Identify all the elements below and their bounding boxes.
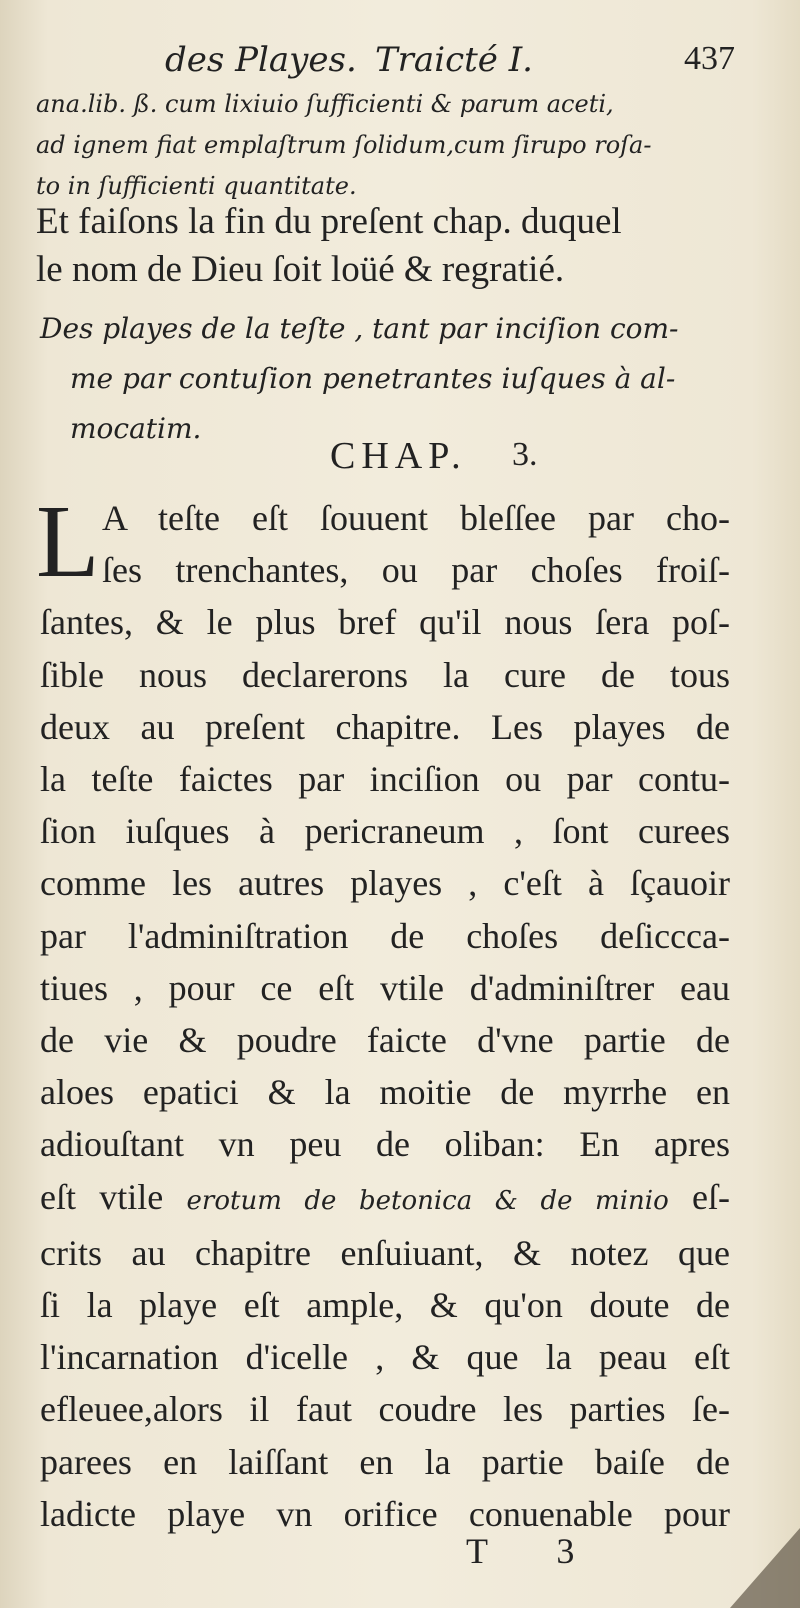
latin-line: ad ignem fiat emplaſtrum ſolidum,cum ſirupo roſa- bbox=[36, 131, 652, 159]
body-line: A teſte eſt ſouuent bleſſee par cho- bbox=[102, 498, 730, 538]
body-line: par l'adminiſtration de choſes deſiccca- bbox=[40, 915, 730, 956]
chapter-closing bbox=[36, 198, 736, 294]
chapter-title-line: me par contuſion penetrantes iuſques à al- bbox=[70, 362, 676, 395]
latin-recipe bbox=[36, 84, 726, 207]
body-line: parees en laiſſant en la partie baiſe de bbox=[40, 1441, 730, 1482]
drop-cap: L bbox=[36, 484, 100, 599]
closing-line: Et faiſons la fin du preſent chap. duquel bbox=[36, 201, 622, 242]
running-head-left: des Playes. bbox=[165, 40, 357, 80]
body-line: de vie & poudre faicte d'vne partie de bbox=[40, 1020, 730, 1061]
closing-line: le nom de Dieu ſoit loüé & regratié. bbox=[36, 249, 565, 290]
chapter-title-line: mocatim. bbox=[70, 412, 202, 445]
latin-line: ana.lib. ß. cum lixiuio ſufficienti & parum aceti, bbox=[36, 90, 614, 118]
body-line: l'incarnation d'icelle , & que la peau eſt bbox=[40, 1337, 730, 1378]
body-line: ſible nous declarerons la cure de tous bbox=[40, 654, 730, 695]
body-line: tiues , pour ce eſt vtile d'adminiſtrer eau bbox=[40, 967, 730, 1008]
body-line: ſion iuſques à pericraneum , ſont curees bbox=[40, 811, 730, 852]
chapter-title-line: Des playes de la teſte , tant par inciſion com- bbox=[40, 312, 679, 345]
latin-line: to in ſufficienti quantitate. bbox=[36, 172, 357, 200]
page-corner-shadow bbox=[730, 1528, 800, 1608]
body-line-italic: erotum de betonica & de minio bbox=[186, 1185, 669, 1216]
chapter-title bbox=[40, 304, 740, 454]
body-line-suffix: eſ- bbox=[692, 1176, 731, 1217]
body-line: comme les autres playes , c'eſt à ſçauoir bbox=[40, 863, 730, 904]
body-line: crits au chapitre enſuiuant, & notez que bbox=[40, 1232, 730, 1273]
running-head-middle: Traicté I. bbox=[375, 40, 533, 80]
body-line: efleuee,alors il faut coudre les parties ſe- bbox=[40, 1389, 730, 1430]
body-line: deux au preſent chapitre. Les playes de bbox=[40, 706, 730, 747]
chapter-label: CHAP. bbox=[330, 435, 467, 477]
body-line: adiouſtant vn peu de oliban: En apres bbox=[40, 1124, 730, 1165]
body-line: ſi la playe eſt ample, & qu'on doute de bbox=[40, 1285, 730, 1326]
body-line: aloes epatici & la moitie de myrrhe en bbox=[40, 1072, 730, 1113]
page-number: 437 bbox=[684, 40, 735, 77]
body-line: la teſte faictes par inciſion ou par contu- bbox=[40, 759, 730, 800]
body-line: ladicte playe vn orifice conuenable pour bbox=[40, 1493, 730, 1534]
body-line-mixed bbox=[40, 1171, 730, 1227]
body-line: ſantes, & le plus bref qu'il nous ſera poſ- bbox=[40, 602, 730, 643]
running-head bbox=[165, 40, 735, 84]
signature-mark: T 3 bbox=[466, 1531, 605, 1571]
body-line: ſes trenchantes, ou par choſes froiſ- bbox=[102, 550, 730, 591]
body-line-prefix: eſt vtile bbox=[40, 1176, 164, 1217]
body-text bbox=[40, 492, 730, 1540]
chapter-number: 3. bbox=[512, 436, 538, 473]
